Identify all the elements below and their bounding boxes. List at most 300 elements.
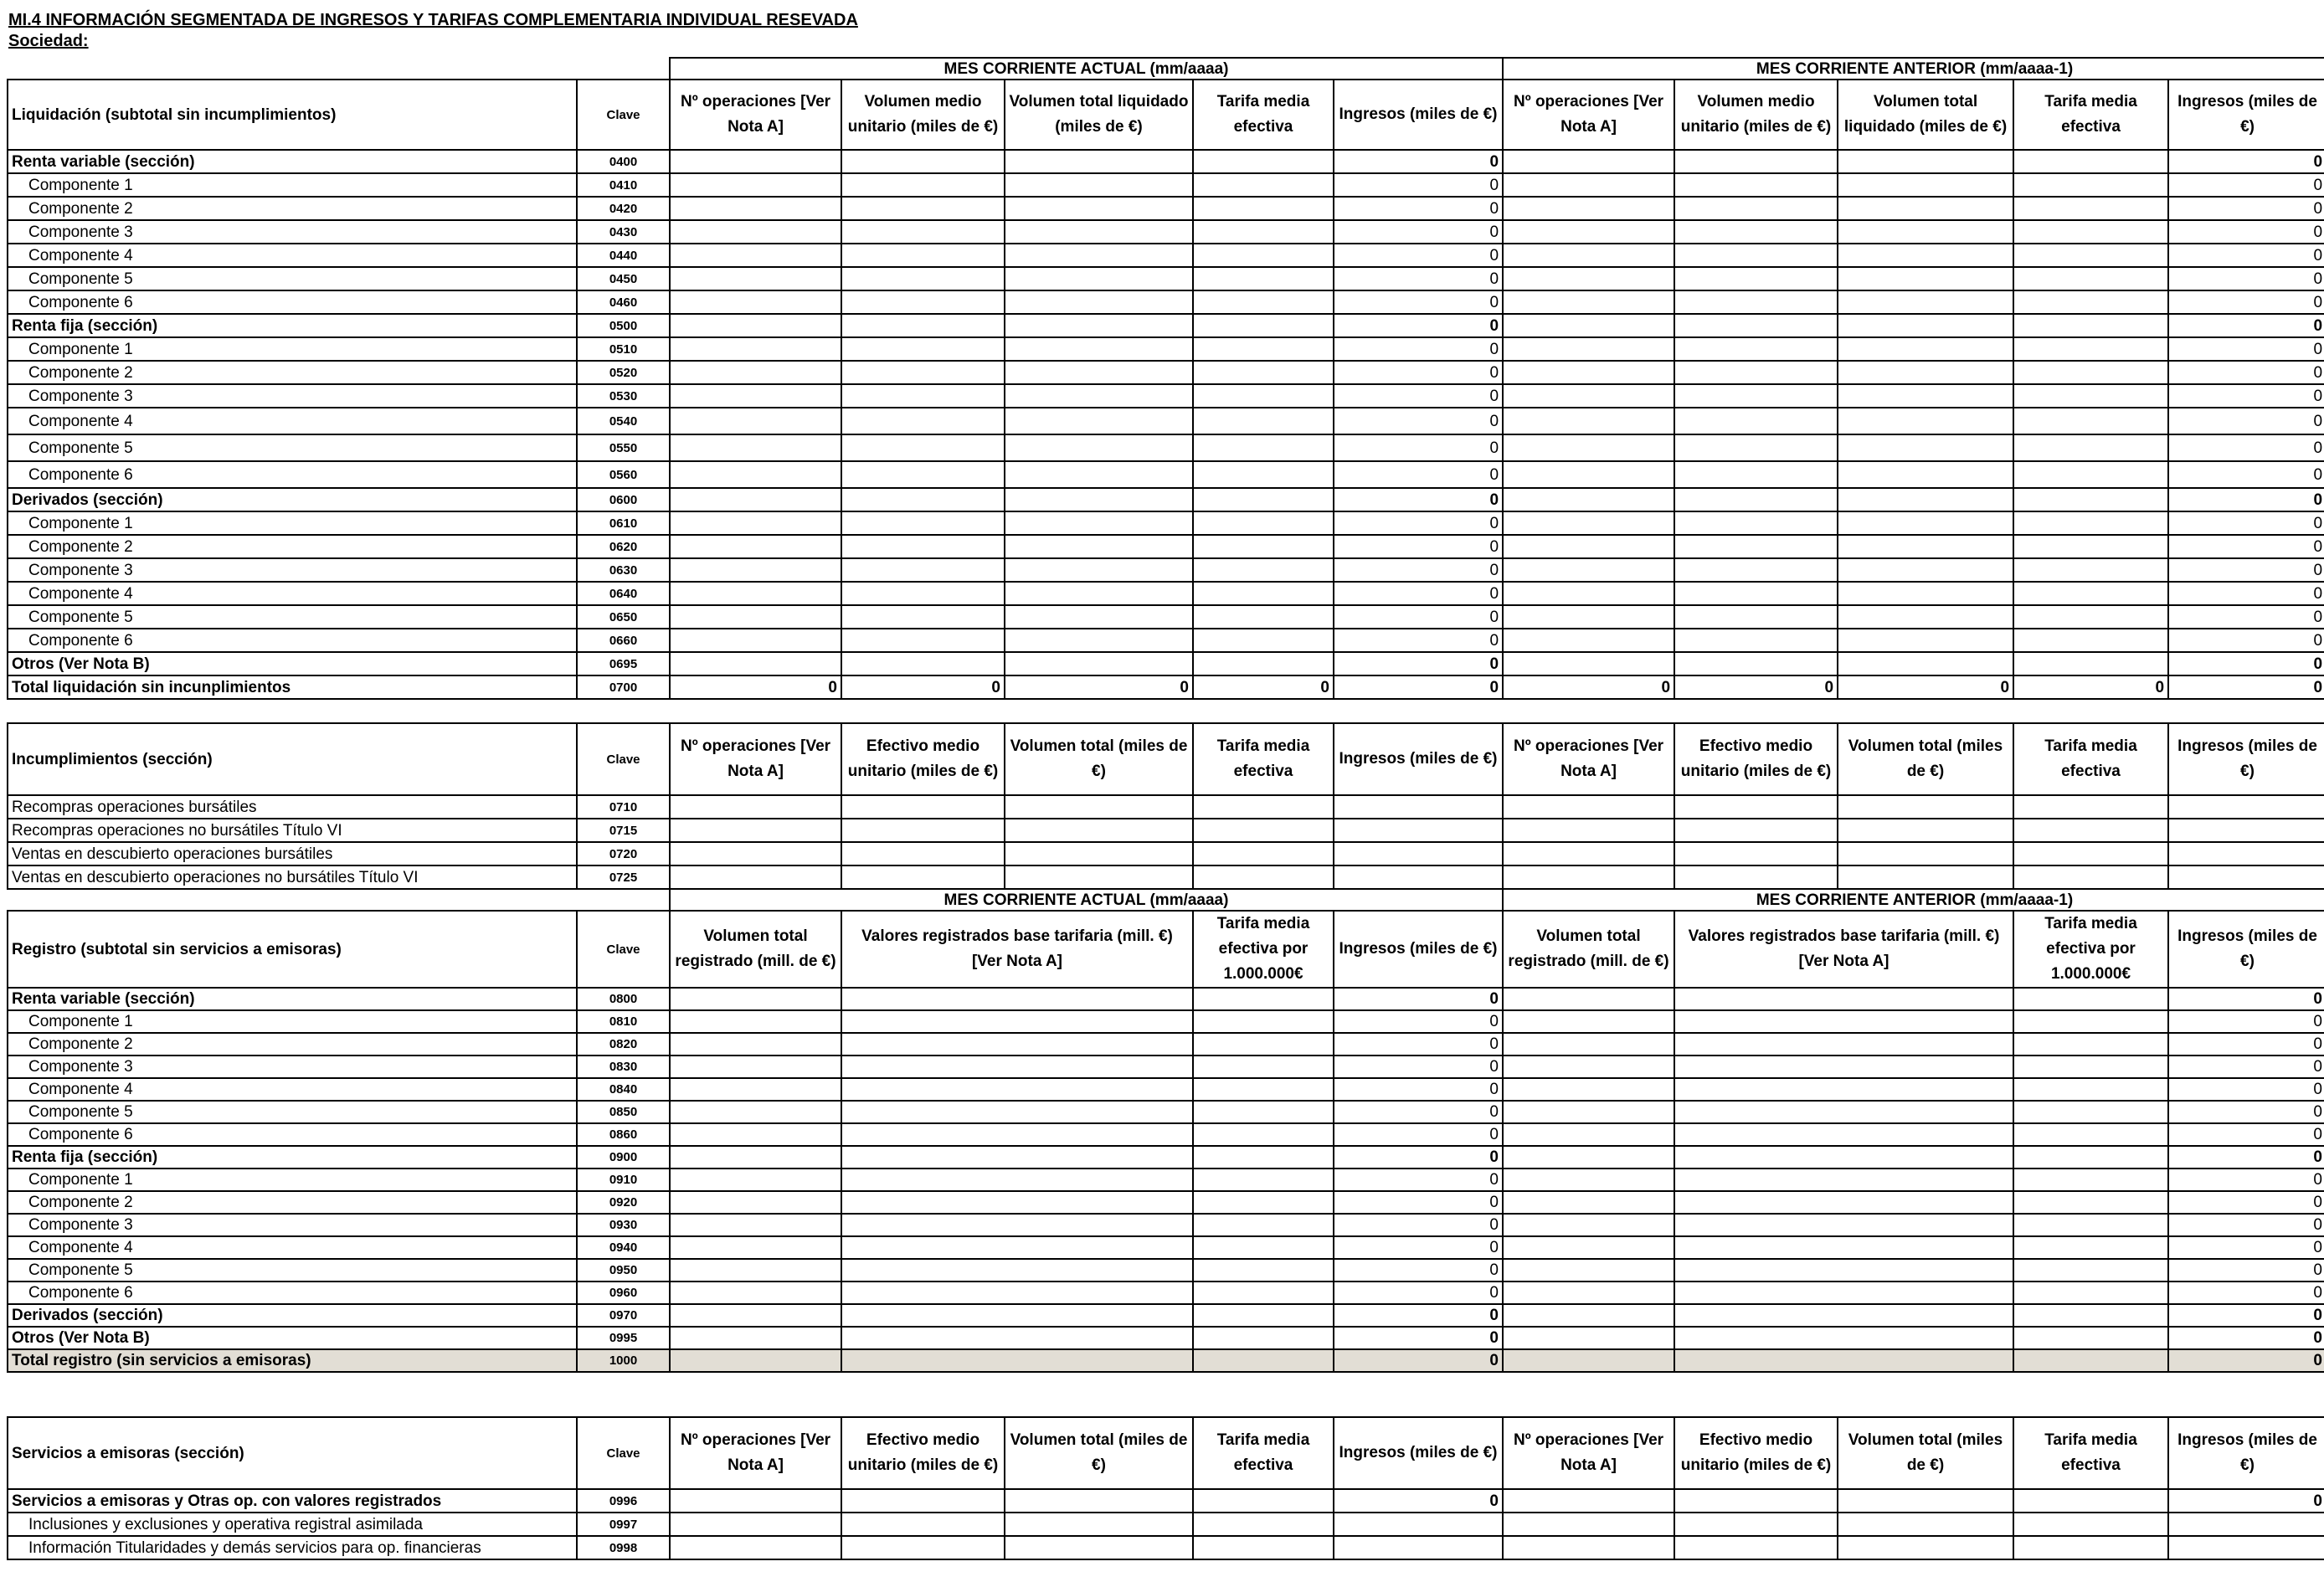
value-cell: 0 xyxy=(1334,434,1503,461)
value-cell: 0 xyxy=(2168,629,2324,652)
value-cell xyxy=(1674,1010,2013,1033)
row-clave: 0710 xyxy=(577,795,670,819)
value-cell xyxy=(2013,1259,2168,1282)
section-title: Servicios a emisoras (sección) xyxy=(8,1417,577,1489)
value-cell xyxy=(1674,1078,2013,1101)
value-cell: 0 xyxy=(2168,1056,2324,1078)
table-row xyxy=(8,361,2324,384)
table-row xyxy=(8,337,2324,361)
value-cell: 0 xyxy=(2168,337,2324,361)
value-cell xyxy=(1193,582,1334,605)
value-cell xyxy=(1503,1191,1674,1214)
value-cell xyxy=(1503,267,1674,290)
value-cell xyxy=(841,290,1005,314)
value-cell xyxy=(1503,511,1674,535)
value-cell xyxy=(2013,267,2168,290)
table-row xyxy=(8,173,2324,197)
column-header: Ingresos (miles de €) xyxy=(1334,80,1503,150)
value-cell xyxy=(2013,558,2168,582)
value-cell xyxy=(1193,1123,1334,1146)
value-cell xyxy=(1838,795,2013,819)
value-cell xyxy=(1005,582,1193,605)
value-cell xyxy=(841,535,1005,558)
value-cell: 0 xyxy=(1334,1349,1503,1372)
value-cell: 0 xyxy=(2168,150,2324,173)
value-cell: 0 xyxy=(1334,1123,1503,1146)
value-cell xyxy=(670,582,841,605)
value-cell xyxy=(670,1169,841,1191)
value-cell xyxy=(670,290,841,314)
servicios-table xyxy=(7,1416,2324,1560)
row-clave: 0930 xyxy=(577,1214,670,1236)
value-cell xyxy=(670,1259,841,1282)
value-cell xyxy=(2013,408,2168,434)
row-clave: 0900 xyxy=(577,1146,670,1169)
value-cell xyxy=(2168,865,2324,889)
row-clave: 0630 xyxy=(577,558,670,582)
column-header: Ingresos (miles de €) xyxy=(1334,1417,1503,1489)
value-cell xyxy=(1674,511,1838,535)
value-cell xyxy=(2013,605,2168,629)
row-label: Componente 4 xyxy=(8,1236,577,1259)
value-cell: 0 xyxy=(2168,1304,2324,1327)
value-cell xyxy=(1674,795,1838,819)
table-row xyxy=(8,605,2324,629)
value-cell: 0 xyxy=(1005,675,1193,699)
value-cell xyxy=(1674,488,1838,511)
row-label: Renta fija (sección) xyxy=(8,1146,577,1169)
clave-header: Clave xyxy=(577,80,670,150)
value-cell xyxy=(1503,244,1674,267)
value-cell xyxy=(670,1214,841,1236)
row-clave: 0650 xyxy=(577,605,670,629)
value-cell xyxy=(1674,1236,2013,1259)
value-cell xyxy=(1005,244,1193,267)
value-cell xyxy=(1838,337,2013,361)
value-cell xyxy=(670,865,841,889)
value-cell xyxy=(1503,1327,1674,1349)
value-cell xyxy=(841,1513,1005,1536)
value-cell xyxy=(1193,337,1334,361)
value-cell xyxy=(1503,1214,1674,1236)
row-label: Componente 3 xyxy=(8,220,577,244)
value-cell xyxy=(670,1101,841,1123)
value-cell xyxy=(1674,150,1838,173)
clave-header: Clave xyxy=(577,1417,670,1489)
value-cell xyxy=(670,337,841,361)
value-cell xyxy=(1193,1056,1334,1078)
column-header: Volumen total (miles de €) xyxy=(1005,723,1193,795)
column-header: Ingresos (miles de €) xyxy=(1334,911,1503,988)
value-cell xyxy=(1193,605,1334,629)
liquidacion-table xyxy=(7,57,2324,700)
row-clave: 0997 xyxy=(577,1513,670,1536)
report-header xyxy=(8,10,858,52)
value-cell: 0 xyxy=(1334,290,1503,314)
row-clave: 0920 xyxy=(577,1191,670,1214)
value-cell xyxy=(1193,511,1334,535)
value-cell xyxy=(841,384,1005,408)
value-cell: 0 xyxy=(1334,558,1503,582)
table-row xyxy=(8,1146,2324,1169)
value-cell xyxy=(841,1304,1193,1327)
row-label: Componente 2 xyxy=(8,535,577,558)
column-header: Ingresos (miles de €) xyxy=(2168,723,2324,795)
value-cell xyxy=(1193,1259,1334,1282)
value-cell xyxy=(1503,629,1674,652)
value-cell xyxy=(2013,1191,2168,1214)
value-cell xyxy=(1503,865,1674,889)
value-cell xyxy=(2013,361,2168,384)
value-cell xyxy=(1838,819,2013,842)
value-cell: 0 xyxy=(1334,361,1503,384)
row-clave: 0810 xyxy=(577,1010,670,1033)
value-cell: 0 xyxy=(1334,314,1503,337)
value-cell: 0 xyxy=(1334,1282,1503,1304)
table-row xyxy=(8,629,2324,652)
table-row xyxy=(8,267,2324,290)
value-cell xyxy=(1838,408,2013,434)
value-cell xyxy=(670,652,841,675)
row-clave: 0510 xyxy=(577,337,670,361)
value-cell: 0 xyxy=(1334,1169,1503,1191)
row-clave: 0995 xyxy=(577,1327,670,1349)
value-cell xyxy=(1503,582,1674,605)
value-cell xyxy=(670,795,841,819)
row-clave: 0520 xyxy=(577,361,670,384)
value-cell: 0 xyxy=(1334,1056,1503,1078)
table-row xyxy=(8,911,2324,988)
value-cell xyxy=(2013,434,2168,461)
column-header: Volumen total registrado (mill. de €) xyxy=(1503,911,1674,988)
row-label: Servicios a emisoras y Otras op. con valores registrados xyxy=(8,1489,577,1513)
value-cell xyxy=(670,1078,841,1101)
value-cell: 0 xyxy=(2168,1214,2324,1236)
clave-header: Clave xyxy=(577,911,670,988)
row-label: Total liquidación sin incunplimientos xyxy=(8,675,577,699)
value-cell xyxy=(2013,150,2168,173)
row-clave: 0725 xyxy=(577,865,670,889)
value-cell xyxy=(2013,1236,2168,1259)
value-cell xyxy=(2013,173,2168,197)
column-header: Volumen total liquidado (miles de €) xyxy=(1838,80,2013,150)
value-cell xyxy=(841,819,1005,842)
value-cell xyxy=(1193,1010,1334,1033)
row-clave: 0800 xyxy=(577,988,670,1010)
value-cell xyxy=(1503,1123,1674,1146)
value-cell xyxy=(1503,988,1674,1010)
table-row xyxy=(8,314,2324,337)
value-cell xyxy=(1674,819,1838,842)
value-cell xyxy=(2013,1033,2168,1056)
value-cell xyxy=(1503,1146,1674,1169)
table-row xyxy=(8,244,2324,267)
row-label: Ventas en descubierto operaciones no bursátiles Título VI xyxy=(8,865,577,889)
value-cell xyxy=(1674,535,1838,558)
value-cell xyxy=(1503,1513,1674,1536)
value-cell: 0 xyxy=(1334,408,1503,434)
row-clave: 0640 xyxy=(577,582,670,605)
row-label: Componente 5 xyxy=(8,434,577,461)
row-label: Componente 5 xyxy=(8,1259,577,1282)
value-cell: 0 xyxy=(2168,1033,2324,1056)
table-row xyxy=(8,582,2324,605)
table-row xyxy=(8,1304,2324,1327)
row-label: Componente 1 xyxy=(8,337,577,361)
value-cell xyxy=(1674,1489,1838,1513)
value-cell xyxy=(670,1236,841,1259)
value-cell: 0 xyxy=(2168,434,2324,461)
value-cell xyxy=(841,842,1005,865)
value-cell xyxy=(841,1489,1005,1513)
table-row xyxy=(8,488,2324,511)
row-clave: 0410 xyxy=(577,173,670,197)
row-clave: 0530 xyxy=(577,384,670,408)
value-cell: 0 xyxy=(2168,535,2324,558)
value-cell xyxy=(1005,865,1193,889)
value-cell xyxy=(670,488,841,511)
row-clave: 0970 xyxy=(577,1304,670,1327)
value-cell xyxy=(1674,361,1838,384)
value-cell xyxy=(1674,1101,2013,1123)
row-clave: 0460 xyxy=(577,290,670,314)
table-row xyxy=(8,675,2324,699)
value-cell: 0 xyxy=(1334,267,1503,290)
value-cell xyxy=(1674,1513,1838,1536)
value-cell xyxy=(1005,842,1193,865)
value-cell xyxy=(1005,361,1193,384)
value-cell xyxy=(841,150,1005,173)
value-cell xyxy=(1193,1214,1334,1236)
value-cell: 0 xyxy=(1334,1259,1503,1282)
value-cell: 0 xyxy=(2168,173,2324,197)
value-cell xyxy=(1503,1078,1674,1101)
row-label: Componente 6 xyxy=(8,1123,577,1146)
row-label: Componente 1 xyxy=(8,1010,577,1033)
row-label: Componente 4 xyxy=(8,408,577,434)
value-cell: 0 xyxy=(1503,675,1674,699)
value-cell xyxy=(2013,535,2168,558)
value-cell xyxy=(2013,1513,2168,1536)
value-cell: 0 xyxy=(2168,461,2324,488)
value-cell: 0 xyxy=(2168,1282,2324,1304)
value-cell xyxy=(841,244,1005,267)
column-header: Tarifa media efectiva por 1.000.000€ xyxy=(1193,911,1334,988)
row-label: Total registro (sin servicios a emisoras) xyxy=(8,1349,577,1372)
value-cell xyxy=(2168,795,2324,819)
row-label: Ventas en descubierto operaciones bursátiles xyxy=(8,842,577,865)
value-cell xyxy=(1193,842,1334,865)
value-cell xyxy=(1193,220,1334,244)
table-row xyxy=(8,1010,2324,1033)
value-cell xyxy=(670,1489,841,1513)
value-cell xyxy=(841,1536,1005,1559)
value-cell xyxy=(1193,1191,1334,1214)
value-cell xyxy=(2013,1101,2168,1123)
row-label: Renta variable (sección) xyxy=(8,150,577,173)
row-clave: 0996 xyxy=(577,1489,670,1513)
value-cell xyxy=(2013,244,2168,267)
value-cell: 0 xyxy=(2168,675,2324,699)
value-cell xyxy=(1334,795,1503,819)
value-cell: 0 xyxy=(2168,558,2324,582)
value-cell xyxy=(1674,842,1838,865)
value-cell xyxy=(1193,488,1334,511)
column-header: Nº operaciones [Ver Nota A] xyxy=(670,80,841,150)
row-clave: 0998 xyxy=(577,1536,670,1559)
value-cell: 0 xyxy=(2168,197,2324,220)
value-cell xyxy=(1674,1282,2013,1304)
value-cell xyxy=(841,488,1005,511)
row-label: Inclusiones y exclusiones y operativa registral asimilada xyxy=(8,1513,577,1536)
table-row xyxy=(8,652,2324,675)
blank-cell xyxy=(8,889,670,911)
value-cell xyxy=(1674,1123,2013,1146)
value-cell xyxy=(1674,1304,2013,1327)
value-cell xyxy=(1674,629,1838,652)
column-header: Volumen total liquidado (miles de €) xyxy=(1005,80,1193,150)
row-label: Componente 5 xyxy=(8,1101,577,1123)
value-cell: 0 xyxy=(2168,988,2324,1010)
value-cell xyxy=(1838,197,2013,220)
value-cell: 0 xyxy=(2168,1123,2324,1146)
row-label: Componente 3 xyxy=(8,1056,577,1078)
value-cell xyxy=(1503,173,1674,197)
value-cell xyxy=(2013,865,2168,889)
table-row xyxy=(8,434,2324,461)
value-cell xyxy=(670,842,841,865)
row-clave: 0500 xyxy=(577,314,670,337)
value-cell xyxy=(1193,1304,1334,1327)
value-cell: 0 xyxy=(1334,220,1503,244)
value-cell xyxy=(1838,652,2013,675)
value-cell xyxy=(1005,488,1193,511)
column-header: Ingresos (miles de €) xyxy=(2168,80,2324,150)
column-header: Ingresos (miles de €) xyxy=(2168,911,2324,988)
value-cell xyxy=(670,267,841,290)
table-row xyxy=(8,1214,2324,1236)
group-header-previous: MES CORRIENTE ANTERIOR (mm/aaaa-1) xyxy=(1503,889,2324,911)
table-row xyxy=(8,1417,2324,1489)
section-title: Liquidación (subtotal sin incumplimientos) xyxy=(8,80,577,150)
value-cell xyxy=(1838,488,2013,511)
table-row xyxy=(8,511,2324,535)
row-label: Recompras operaciones bursátiles xyxy=(8,795,577,819)
row-clave: 0620 xyxy=(577,535,670,558)
value-cell xyxy=(1193,652,1334,675)
value-cell xyxy=(1005,1489,1193,1513)
row-label: Componente 1 xyxy=(8,173,577,197)
value-cell xyxy=(670,1282,841,1304)
value-cell xyxy=(841,1214,1193,1236)
value-cell xyxy=(1193,1236,1334,1259)
value-cell xyxy=(841,337,1005,361)
value-cell xyxy=(1005,1513,1193,1536)
value-cell xyxy=(1005,197,1193,220)
row-clave: 0840 xyxy=(577,1078,670,1101)
value-cell: 0 xyxy=(1334,1191,1503,1214)
row-clave: 0450 xyxy=(577,267,670,290)
value-cell xyxy=(670,1123,841,1146)
row-clave: 0720 xyxy=(577,842,670,865)
value-cell xyxy=(2013,1214,2168,1236)
value-cell xyxy=(1674,988,2013,1010)
report-title: MI.4 INFORMACIÓN SEGMENTADA DE INGRESOS Y TARIFAS COMPLEMENTARIA INDIVIDUAL RESEVADA xyxy=(8,11,858,29)
value-cell xyxy=(1838,1489,2013,1513)
value-cell xyxy=(1193,1536,1334,1559)
value-cell xyxy=(1005,173,1193,197)
row-clave: 0910 xyxy=(577,1169,670,1191)
row-clave: 0610 xyxy=(577,511,670,535)
value-cell: 0 xyxy=(2168,488,2324,511)
value-cell: 0 xyxy=(1334,1304,1503,1327)
row-label: Componente 6 xyxy=(8,290,577,314)
value-cell xyxy=(1193,1327,1334,1349)
value-cell: 0 xyxy=(2168,1236,2324,1259)
value-cell xyxy=(841,1349,1193,1372)
value-cell xyxy=(1838,1536,2013,1559)
value-cell xyxy=(1503,535,1674,558)
value-cell xyxy=(670,361,841,384)
value-cell xyxy=(1005,384,1193,408)
value-cell xyxy=(1334,1536,1503,1559)
value-cell: 0 xyxy=(841,675,1005,699)
value-cell: 0 xyxy=(2168,1327,2324,1349)
column-header: Valores registrados base tarifaria (mill. €) [Ver Nota A] xyxy=(841,911,1193,988)
row-label: Componente 5 xyxy=(8,267,577,290)
table-row xyxy=(8,220,2324,244)
table-row xyxy=(8,1349,2324,1372)
value-cell xyxy=(670,314,841,337)
group-header-current: MES CORRIENTE ACTUAL (mm/aaaa) xyxy=(670,889,1503,911)
table-row xyxy=(8,1513,2324,1536)
value-cell xyxy=(670,461,841,488)
value-cell xyxy=(1005,652,1193,675)
value-cell xyxy=(670,605,841,629)
value-cell xyxy=(1503,361,1674,384)
value-cell xyxy=(1674,1056,2013,1078)
value-cell xyxy=(841,988,1193,1010)
value-cell xyxy=(841,795,1005,819)
value-cell xyxy=(2013,582,2168,605)
value-cell xyxy=(1193,1169,1334,1191)
value-cell xyxy=(1674,1033,2013,1056)
column-header: Tarifa media efectiva xyxy=(2013,723,2168,795)
value-cell xyxy=(841,865,1005,889)
value-cell xyxy=(841,558,1005,582)
value-cell: 0 xyxy=(1334,173,1503,197)
row-clave: 0540 xyxy=(577,408,670,434)
row-clave: 0420 xyxy=(577,197,670,220)
value-cell xyxy=(1674,1349,2013,1372)
value-cell xyxy=(1838,558,2013,582)
value-cell: 0 xyxy=(2168,605,2324,629)
column-header: Efectivo medio unitario (miles de €) xyxy=(841,723,1005,795)
value-cell xyxy=(2013,652,2168,675)
value-cell xyxy=(1503,652,1674,675)
value-cell xyxy=(841,1327,1193,1349)
table-row xyxy=(8,795,2324,819)
value-cell xyxy=(1674,1191,2013,1214)
value-cell xyxy=(1193,244,1334,267)
value-cell xyxy=(670,434,841,461)
row-label: Componente 1 xyxy=(8,1169,577,1191)
value-cell xyxy=(1503,384,1674,408)
value-cell xyxy=(1503,150,1674,173)
value-cell xyxy=(670,535,841,558)
row-clave: 1000 xyxy=(577,1349,670,1372)
table-row xyxy=(8,1078,2324,1101)
